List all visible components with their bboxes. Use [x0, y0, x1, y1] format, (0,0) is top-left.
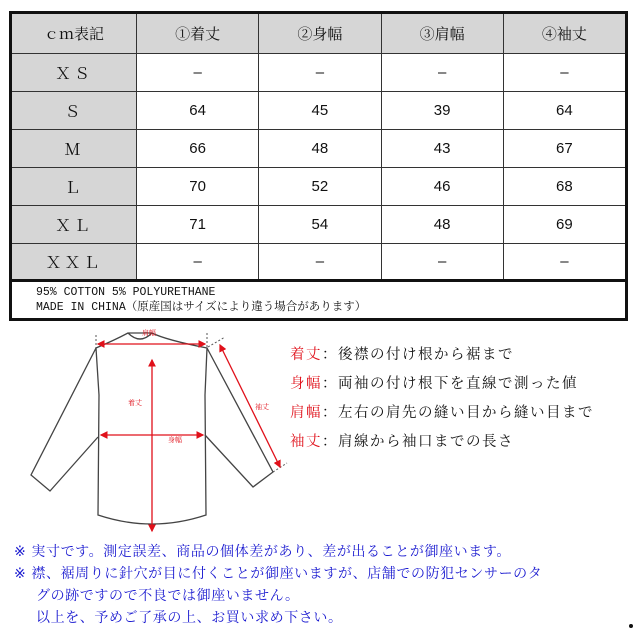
size-label: ＸＸＬ — [12, 244, 137, 279]
legend-item: 袖丈：肩線から袖口までの長さ — [290, 434, 514, 450]
size-table — [9, 11, 628, 321]
table-cell: – — [382, 54, 504, 91]
note-line: グの跡ですので不良では御座いません。 — [36, 588, 300, 604]
note-line: ※ 襟、裾周りに針穴が目に付くことが御座いますが、店舗での防犯センサーのタ — [14, 566, 543, 582]
table-cell: – — [259, 54, 381, 91]
table-cell: 67 — [556, 140, 573, 157]
table-row — [12, 54, 625, 92]
table-cell: 39 — [382, 92, 504, 129]
table-row — [12, 206, 625, 244]
table-cell: 48 — [382, 206, 504, 243]
table-cell: 52 — [259, 168, 381, 205]
size-label: ＸＬ — [12, 206, 137, 243]
material-info — [12, 282, 625, 318]
measurement-legend — [290, 341, 594, 457]
table-cell: 43 — [382, 130, 504, 167]
table-cell: 71 — [137, 206, 259, 243]
size-label: Ｌ — [12, 168, 137, 205]
shirt-measurement-diagram — [0, 325, 290, 535]
legend-item: 肩幅：左右の肩先の縫い目から縫い目まで — [290, 405, 594, 421]
notes — [14, 541, 542, 629]
table-cell: – — [560, 253, 569, 270]
table-cell: 64 — [137, 92, 259, 129]
table-cell: 66 — [137, 130, 259, 167]
label-shoulder-width: 肩幅 — [142, 329, 156, 337]
header-length: ①着丈 — [137, 14, 259, 53]
label-sleeve-length: 袖丈 — [255, 403, 269, 411]
size-label: Ｓ — [12, 92, 137, 129]
table-cell: 69 — [556, 216, 573, 233]
table-cell: 54 — [259, 206, 381, 243]
table-cell: 48 — [259, 130, 381, 167]
legend-item: 身幅：両袖の付け根下を直線で測った値 — [290, 376, 578, 392]
origin-text: MADE IN CHINA（原産国はサイズにより違う場合があります） — [36, 301, 367, 314]
legend-item: 着丈：後襟の付け根から裾まで — [290, 347, 514, 363]
label-length: 着丈 — [128, 399, 142, 407]
header-sleeve-length: ④袖丈 — [541, 26, 587, 43]
header-body-width: ②身幅 — [259, 14, 381, 53]
note-line: 以上を、予めご了承の上、お買い求め下さい。 — [36, 610, 343, 626]
table-row — [12, 244, 625, 282]
table-cell: 46 — [382, 168, 504, 205]
material-text: 95% COTTON 5% POLYURETHANE — [36, 286, 216, 299]
table-cell: 64 — [556, 102, 573, 119]
table-cell: – — [137, 54, 259, 91]
table-header-row — [12, 14, 625, 54]
label-body-width: 身幅 — [168, 436, 182, 444]
header-unit: ｃｍ表記 — [12, 14, 137, 53]
table-cell: – — [560, 64, 569, 81]
header-shoulder-width: ③肩幅 — [382, 14, 504, 53]
table-cell: 68 — [556, 178, 573, 195]
dot-mark — [629, 624, 633, 628]
table-cell: 70 — [137, 168, 259, 205]
table-cell: – — [137, 244, 259, 279]
measurement-arrows — [98, 344, 280, 531]
table-cell: – — [382, 244, 504, 279]
table-row — [12, 130, 625, 168]
table-cell: – — [259, 244, 381, 279]
size-label: Ｍ — [12, 130, 137, 167]
table-row — [12, 168, 625, 206]
size-label: ＸＳ — [12, 54, 137, 91]
note-line: ※ 実寸です。測定誤差、商品の個体差があり、差が出ることが御座います。 — [14, 544, 511, 560]
table-cell: 45 — [259, 92, 381, 129]
table-row — [12, 92, 625, 130]
